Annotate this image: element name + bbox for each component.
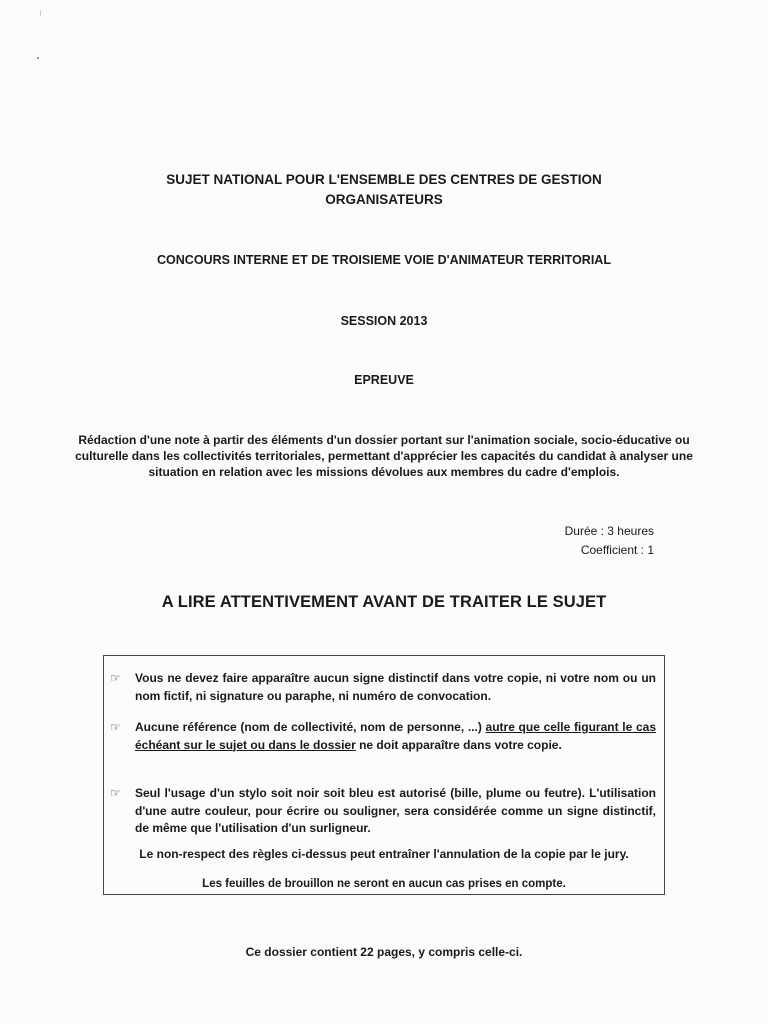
exam-title: CONCOURS INTERNE ET DE TROISIEME VOIE D'ANIMATEUR TERRITORIAL: [157, 253, 611, 267]
rule-text-part: ne doit apparaître dans votre copie.: [355, 737, 562, 752]
session-label: SESSION 2013: [340, 314, 428, 328]
rule-text: [135, 719, 656, 754]
document-header: [0, 170, 768, 210]
rule-text-underlined: autre que celle figurant le cas échéant sur le sujet ou dans le dossier: [135, 720, 656, 752]
draft-notice: Les feuilles de brouillon ne seront en aucun cas prises en compte.: [202, 878, 566, 890]
warning-title: A LIRE ATTENTIVEMENT AVANT DE TRAITER LE SUJET: [161, 593, 607, 611]
rules-box: [103, 655, 665, 895]
duration-info: Durée : 3 heures: [564, 524, 654, 538]
rules-warning: Le non-respect des règles ci-dessus peut entraîner l'annulation de la copie par le jury.: [139, 847, 629, 861]
scan-speck: [37, 57, 39, 59]
epreuve-label: EPREUVE: [354, 373, 414, 387]
epreuve-description: Rédaction d'une note à partir des éléments d'un dossier portant sur l'animation sociale, socio-éducative ou culturelle dans les collectivités territoriales, permettant d'apprécier les capacités du candidat à analyser une situation en relation avec les missions dévolues aux membres du cadre d'emplois.: [75, 433, 693, 479]
page-count-notice: Ce dossier contient 22 pages, y compris celle-ci.: [245, 945, 523, 959]
header-title-line1: SUJET NATIONAL POUR L'ENSEMBLE DES CENTRES DE GESTION: [166, 172, 602, 187]
scan-speck: [40, 10, 41, 16]
rule-text: Seul l'usage d'un stylo soit noir soit bleu est autorisé (bille, plume ou feutre). L'utilisation d'une autre couleur, pour écrire ou souligner, sera considérée comme un signe distinctif, de même que l'utilisation d'un surligneur.: [135, 786, 656, 835]
coefficient-info: Coefficient : 1: [580, 543, 654, 557]
header-title-line2: ORGANISATEURS: [325, 192, 443, 207]
rule-text-part: Aucune référence (nom de collectivité, nom de personne, ...): [135, 720, 486, 734]
pointing-hand-icon: ☞: [110, 786, 121, 800]
rule-text: Vous ne devez faire apparaître aucun signe distinctif dans votre copie, ni votre nom ou un nom fictif, ni signature ou paraphe, ni numéro de convocation.: [135, 671, 656, 703]
pointing-hand-icon: ☞: [110, 720, 121, 734]
pointing-hand-icon: ☞: [110, 671, 121, 685]
